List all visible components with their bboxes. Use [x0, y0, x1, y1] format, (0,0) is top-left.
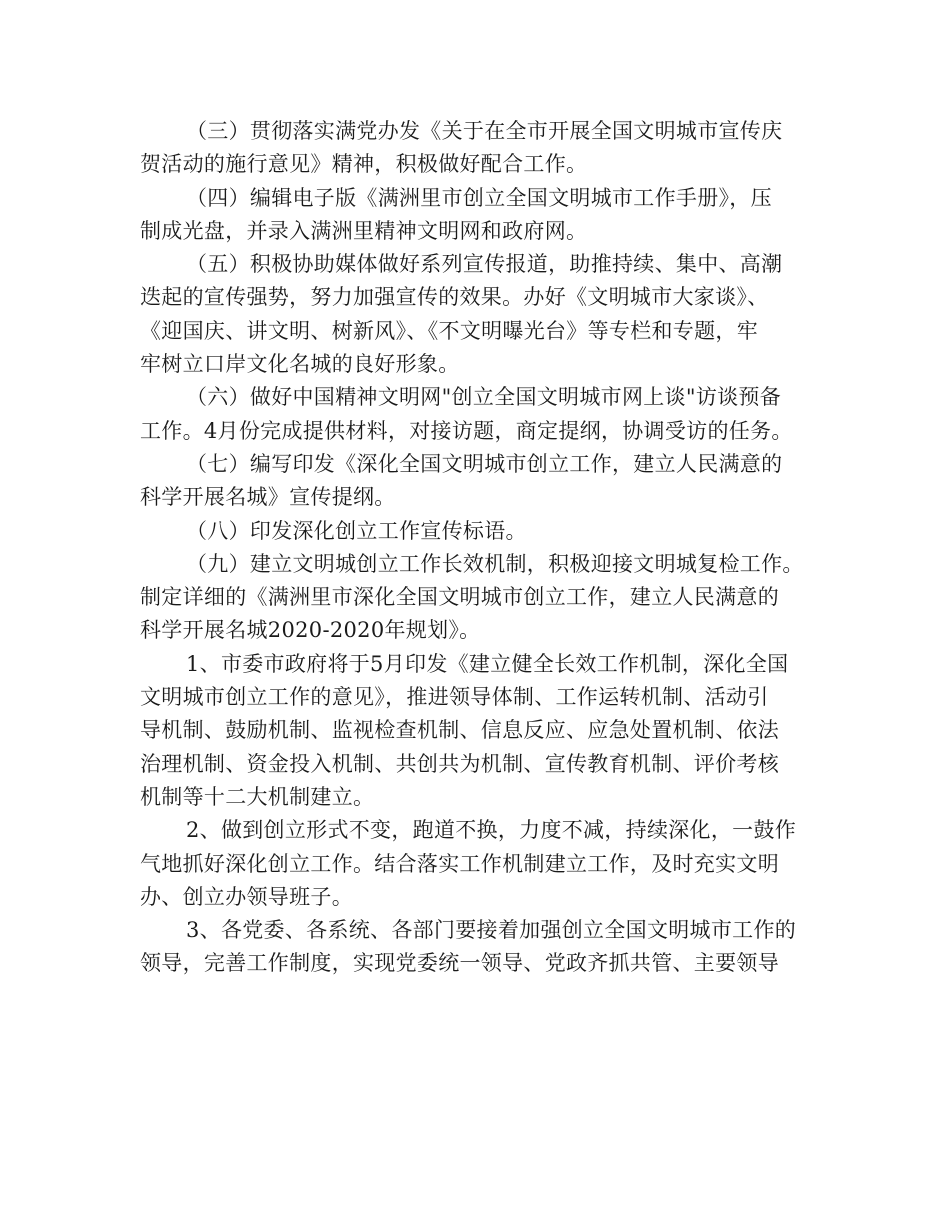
text-line: 治理机制、资金投入机制、共创共为机制、宣传教育机制、评价考核 — [140, 751, 779, 776]
text-line: （三）贯彻落实满党办发《关于在全市开展全国文明城市宣传庆 — [186, 119, 783, 143]
text-line: 2、做到创立形式不变，跑道不换，力度不减，持续深化，一鼓作 — [186, 818, 797, 843]
text-line: 制成光盘，并录入满洲里精神文明网和政府网。 — [140, 218, 588, 243]
text-line: （五）积极协助媒体做好系列宣传报道，助推持续、集中、高潮 — [186, 252, 783, 277]
text-line: （四）编辑电子版《满洲里市创立全国文明城市工作手册》，压 — [186, 185, 772, 210]
text-line: （八）印发深化创立工作宣传标语。 — [186, 518, 527, 543]
text-line: 迭起的宣传强势，努力加强宣传的效果。办好《文明城市大家谈》、 — [140, 285, 769, 310]
text-line: 3、各党委、各系统、各部门要接着加强创立全国文明城市工作的 — [186, 918, 797, 943]
text-line: 文明城市创立工作的意见》，推进领导体制、工作运转机制、活动引 — [140, 685, 769, 710]
text-line: （九）建立文明城创立工作长效机制，积极迎接文明城复检工作。 — [186, 551, 804, 576]
text-line: 贺活动的施行意见》精神，积极做好配合工作。 — [140, 152, 588, 177]
text-line: （七）编写印发《深化全国文明城市创立工作，建立人民满意的 — [186, 451, 783, 476]
text-line: 导机制、鼓励机制、监视检查机制、信息反应、应急处置机制、依法 — [140, 718, 779, 743]
text-line: 领导，完善工作制度，实现党委统一领导、党政齐抓共管、主要领导 — [140, 951, 779, 976]
text-line: 科学开展名城2020-2020年规划》。 — [140, 618, 481, 643]
text-line: 气地抓好深化创立工作。结合落实工作机制建立工作，及时充实文明 — [140, 851, 779, 876]
text-line: 工作。4月份完成提供材料，对接访题，商定提纲，协调受访的任务。 — [140, 418, 793, 443]
text-line: 制定详细的《满洲里市深化全国文明城市创立工作，建立人民满意的 — [140, 585, 779, 610]
text-line: 牢树立口岸文化名城的良好形象。 — [140, 352, 460, 377]
text-line: 《迎国庆、讲文明、树新风》、《不文明曝光台》等专栏和专题，牢 — [140, 318, 758, 343]
text-line: 1、市委市政府将于5月印发《建立健全长效工作机制，深化全国 — [186, 651, 789, 676]
text-line: 机制等十二大机制建立。 — [140, 784, 375, 809]
text-line: （六）做好中国精神文明网"创立全国文明城市网上谈"访谈预备 — [186, 385, 782, 410]
text-line: 办、创立办领导班子。 — [140, 884, 353, 909]
text-line: 科学开展名城》宣传提纲。 — [140, 485, 396, 510]
document-body — [140, 115, 812, 981]
